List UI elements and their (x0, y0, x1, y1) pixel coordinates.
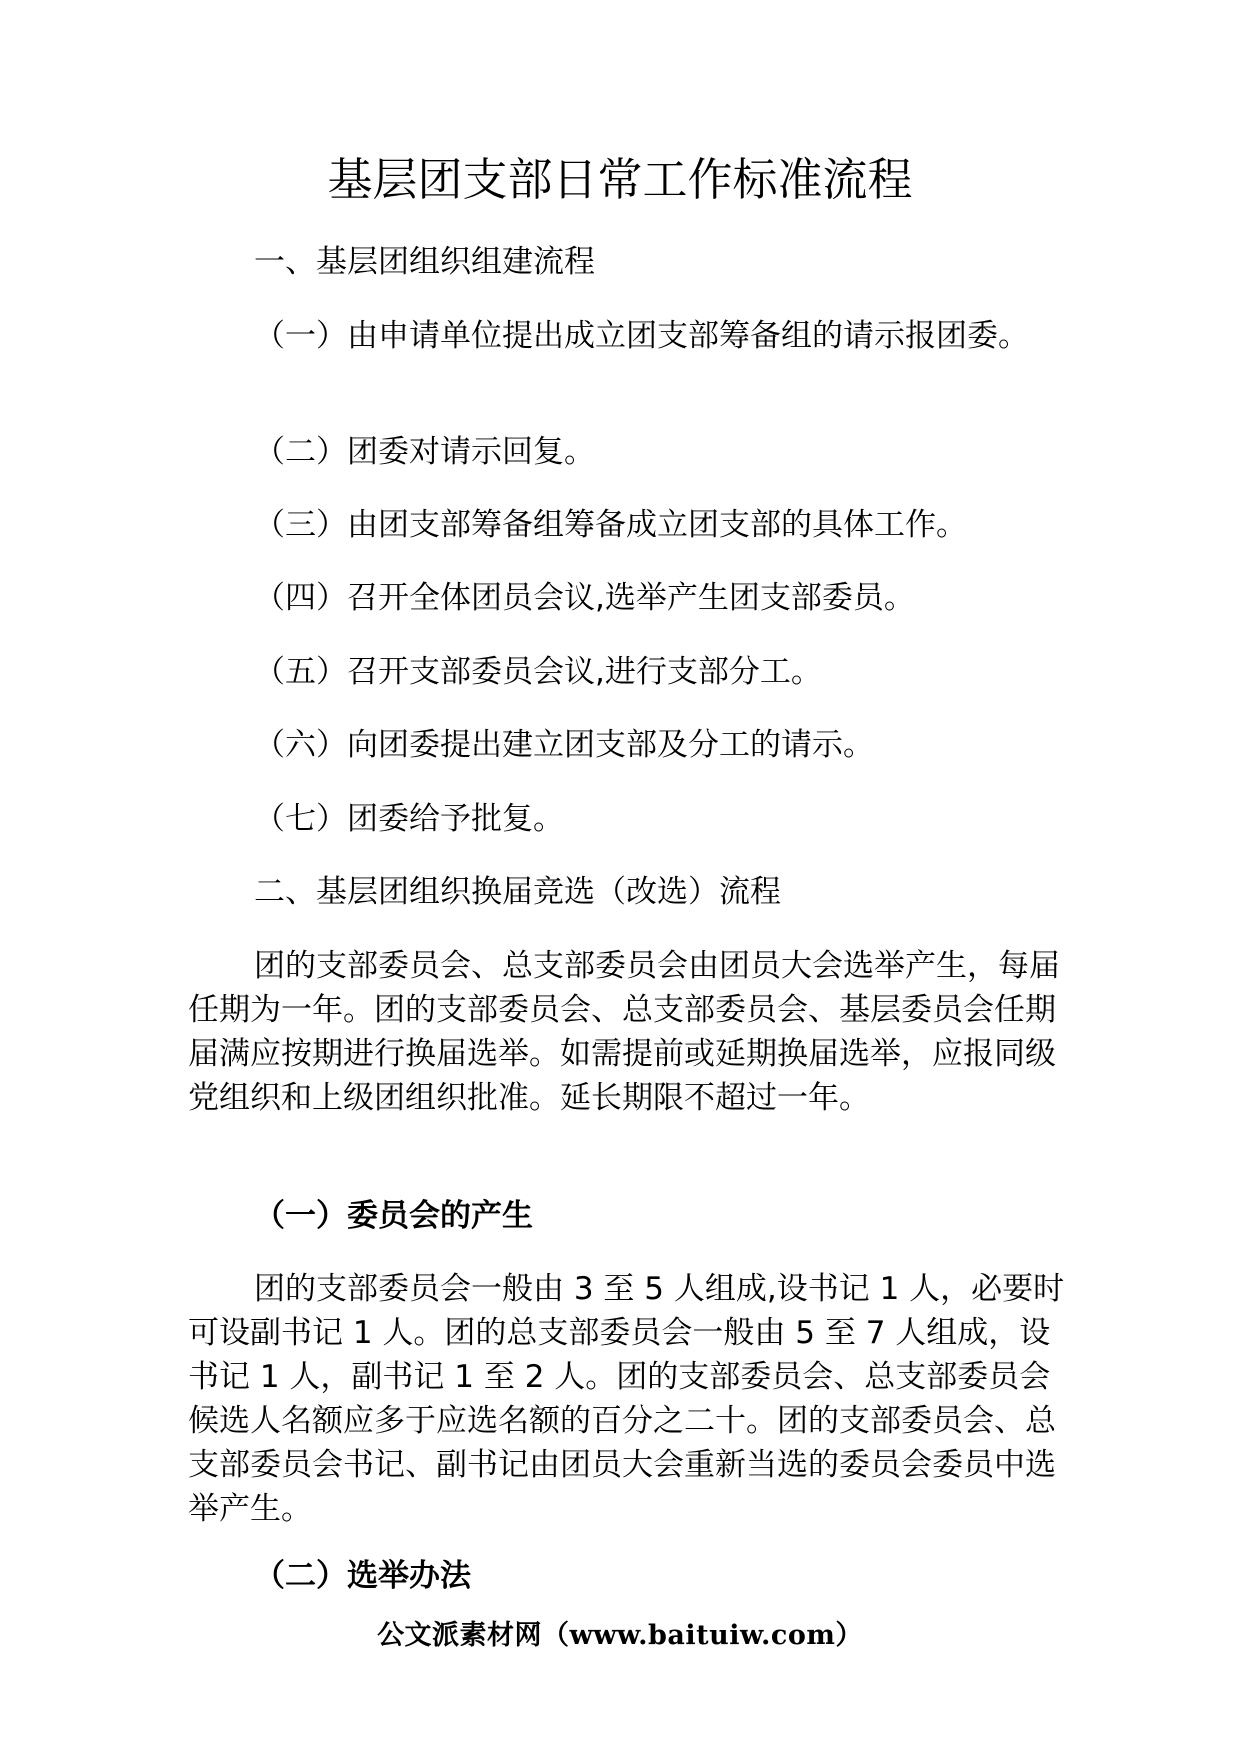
subsection2-heading: （二）选举办法 (254, 1558, 471, 1594)
step-4: （四）召开全体团员会议,选举产生团支部委员。 (254, 580, 915, 616)
footer-watermark: 公文派素材网（www.baituiw.com） (377, 1620, 863, 1651)
step-3: （三）由团支部筹备组筹备成立团支部的具体工作。 (254, 507, 967, 543)
step-6: （六）向团委提出建立团支部及分工的请示。 (254, 727, 874, 763)
step-2: （二）团委对请示回复。 (254, 434, 595, 470)
section2-paragraph: 团的支部委员会、总支部委员会由团员大会选举产生，每届任期为一年。团的支部委员会、总支部委员会、基层委员会任期届满应按期进行换届选举。如需提前或延期换届选举，应报同级党组织和上级团组织批准。延长期限不超过一年。 (188, 948, 1060, 1116)
step-5: （五）召开支部委员会议,进行支部分工。 (254, 654, 822, 690)
step-1: （一）由申请单位提出成立团支部筹备组的请示报团委。 (254, 318, 1029, 354)
step-7: （七）团委给予批复。 (254, 801, 564, 837)
section2-heading: 二、基层团组织换届竞选（改选）流程 (254, 874, 781, 910)
subsection1-heading: （一）委员会的产生 (254, 1198, 533, 1234)
document-title: 基层团支部日常工作标准流程 (327, 153, 913, 206)
subsection1-paragraph: 团的支部委员会一般由 3 至 5 人组成,设书记 1 人，必要时可设副书记 1 人。团的总支部委员会一般由 5 至 7 人组成，设书记 1 人，副书记 1 至 2 人。团的支部委员会、总支部委员会候选人名额应多于应选名额的百分之二十。团的支部委员会、总支部委员会书记、副书记由团员大会重新当选的委员会委员中选举产生。 (188, 1271, 1065, 1527)
section1-heading: 一、基层团组织组建流程 (254, 244, 595, 280)
